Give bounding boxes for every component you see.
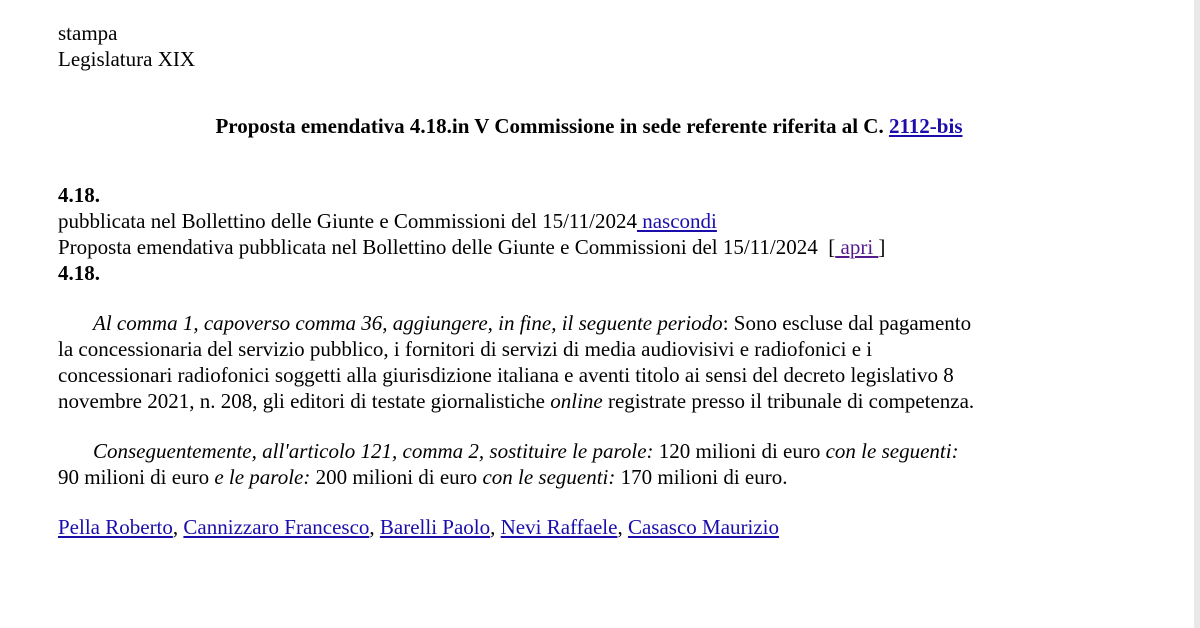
page-title: [50, 113, 1128, 139]
authors-list: [58, 514, 1128, 540]
document: [58, 20, 1128, 540]
proposal-text: Proposta emendativa pubblicata nel Bollettino delle Giunte e Commissioni del 15/11/2024: [58, 235, 818, 259]
online-word: online: [550, 389, 603, 413]
title-text: Proposta emendativa 4.18.in V Commissione in sede referente riferita al C.: [215, 114, 884, 138]
author-link[interactable]: Cannizzaro Francesco: [183, 515, 370, 539]
proposal-line: [58, 234, 1128, 260]
published-text: pubblicata nel Bollettino delle Giunte e Commissioni del 15/11/2024: [58, 209, 637, 233]
paragraph-1-line-1: [58, 310, 1128, 336]
paragraph-1-line-3: concessionari radiofonici soggetti alla giurisdizione italiana e aventi titolo ai sensi del decreto legislativo 8: [58, 363, 954, 387]
paragraph-2-text-a: 120 milioni di euro: [653, 439, 826, 463]
amendment-number-repeat: 4.18.: [58, 261, 100, 285]
open-bracket: [: [828, 235, 836, 259]
amendment-number: 4.18.: [58, 183, 100, 207]
paragraph-2-line-1: [58, 438, 1128, 464]
open-link[interactable]: apri: [835, 235, 879, 259]
author-separator: ,: [369, 515, 380, 539]
paragraph-2-text-b: 90 milioni di euro: [58, 465, 215, 489]
paragraph-1-text-c: registrate presso il tribunale di competenza.: [602, 389, 975, 413]
paragraph-2-instruction-c: e le parole:: [214, 465, 311, 489]
author-separator: ,: [490, 515, 501, 539]
amendment-paragraph-2: [58, 438, 1128, 490]
paragraph-2-line-2: [58, 464, 1128, 490]
paragraph-2-text-c: 200 milioni di euro: [310, 465, 483, 489]
author-separator: ,: [172, 515, 184, 539]
paragraph-2-instruction-d: con le seguenti:: [482, 465, 616, 489]
paragraph-1-line-2: la concessionaria del servizio pubblico, i fornitori di servizi di media audiovisivi e radiofonici e i: [58, 337, 873, 361]
paragraph-1-line-4: [58, 388, 1128, 414]
paragraph-1-instruction: Al comma 1, capoverso comma 36, aggiungere, in fine, il seguente periodo: [93, 311, 723, 335]
author-link[interactable]: Nevi Raffaele: [500, 515, 618, 539]
paragraph-2-instruction-b: con le seguenti:: [825, 439, 959, 463]
paragraph-2-text-d: 170 milioni di euro.: [615, 465, 788, 489]
author-separator: ,: [617, 515, 628, 539]
author-link[interactable]: Casasco Maurizio: [627, 515, 779, 539]
paragraph-1-text-b: novembre 2021, n. 208, gli editori di testate giornalistiche: [58, 389, 551, 413]
hide-link[interactable]: nascondi: [636, 209, 717, 233]
author-link[interactable]: Pella Roberto: [58, 515, 173, 539]
published-line: [58, 208, 1128, 234]
print-label: stampa: [58, 21, 118, 45]
paragraph-2-instruction: Conseguentemente, all'articolo 121, comma 2, sostituire le parole:: [93, 439, 654, 463]
bill-link[interactable]: 2112-bis: [888, 114, 963, 138]
scrollbar[interactable]: [1194, 0, 1200, 628]
author-link[interactable]: Barelli Paolo: [379, 515, 491, 539]
amendment-paragraph-1: [58, 310, 1128, 414]
paragraph-1-text-a: : Sono escluse dal pagamento: [722, 311, 972, 335]
close-bracket: ]: [878, 235, 886, 259]
legislature-label: Legislatura XIX: [58, 47, 196, 71]
